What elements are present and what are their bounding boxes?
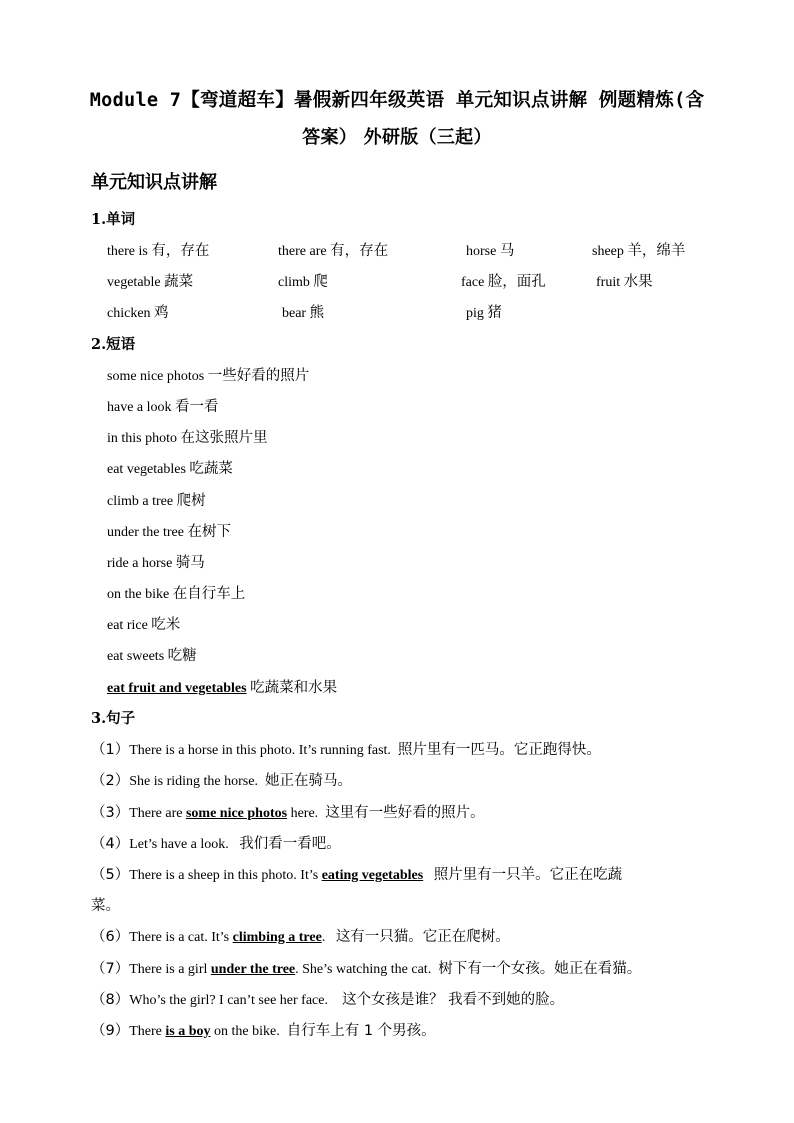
word-item: horse 马 — [466, 243, 515, 259]
phrase-item: eat sweets 吃糖 — [107, 648, 197, 664]
word-item: there is 有，存在 — [107, 243, 210, 259]
word-item: vegetable 蔬菜 — [107, 274, 194, 290]
phrase-item: climb a tree 爬树 — [107, 493, 206, 509]
word-item: climb 爬 — [278, 274, 328, 290]
word-item: sheep 羊，绵羊 — [592, 243, 686, 259]
phrase-item: on the bike 在自行车上 — [107, 586, 246, 602]
sentence-item: （1）There is a horse in this photo. It’s running fast. 照片里有一匹马。它正跑得快。 — [91, 742, 601, 758]
sentence-item: （8）Who’s the girl? I can’t see her face. 这个女孩是谁？ 我看不到她的脸。 — [91, 992, 565, 1008]
phrase-item: eat vegetables 吃蔬菜 — [107, 461, 233, 477]
sentence-item: （5）There is a sheep in this photo. It’s eating vegetables 照片里有一只羊。它正在吃蔬 — [91, 867, 623, 883]
phrase-item: eat rice 吃米 — [107, 617, 181, 633]
section-heading: 单元知识点讲解 — [91, 172, 217, 193]
phrase-item: eat fruit and vegetables 吃蔬菜和水果 — [107, 680, 338, 696]
sentence-item: （9）There is a boy on the bike. 自行车上有 1 个男孩。 — [91, 1023, 436, 1039]
words-heading: 1.单词 — [91, 211, 136, 228]
sentences-heading: 3.句子 — [91, 710, 136, 727]
word-item: face 脸，面孔 — [461, 274, 546, 290]
word-item: bear 熊 — [282, 305, 325, 321]
phrase-item: under the tree 在树下 — [107, 524, 231, 540]
phrase-item: some nice photos 一些好看的照片 — [107, 368, 310, 384]
sentence-item: （2）She is riding the horse. 她正在骑马。 — [91, 773, 352, 789]
document-title: Module 7【弯道超车】暑假新四年级英语 单元知识点讲解 例题精炼(含 — [89, 90, 705, 111]
document-title-continued: 答案） 外研版（三起） — [302, 127, 492, 148]
word-item: there are 有，存在 — [278, 243, 389, 259]
sentence-item-continued: 菜。 — [91, 898, 120, 914]
phrases-heading: 2.短语 — [91, 336, 136, 353]
sentence-item: （7）There is a girl under the tree. She’s watching the cat. 树下有一个女孩。她正在看猫。 — [91, 961, 642, 977]
sentence-item: （6）There is a cat. It’s climbing a tree. 这有一只猫。它正在爬树。 — [91, 929, 510, 945]
phrase-item: have a look 看一看 — [107, 399, 219, 415]
sentence-item: （4）Let’s have a look. 我们看一看吧。 — [91, 836, 341, 852]
word-item: chicken 鸡 — [107, 305, 169, 321]
sentence-item: （3）There are some nice photos here. 这里有一些好看的照片。 — [91, 805, 485, 821]
phrase-item: in this photo 在这张照片里 — [107, 430, 268, 446]
word-item: fruit 水果 — [596, 274, 653, 290]
phrase-item: ride a horse 骑马 — [107, 555, 205, 571]
word-item: pig 猪 — [466, 305, 502, 321]
